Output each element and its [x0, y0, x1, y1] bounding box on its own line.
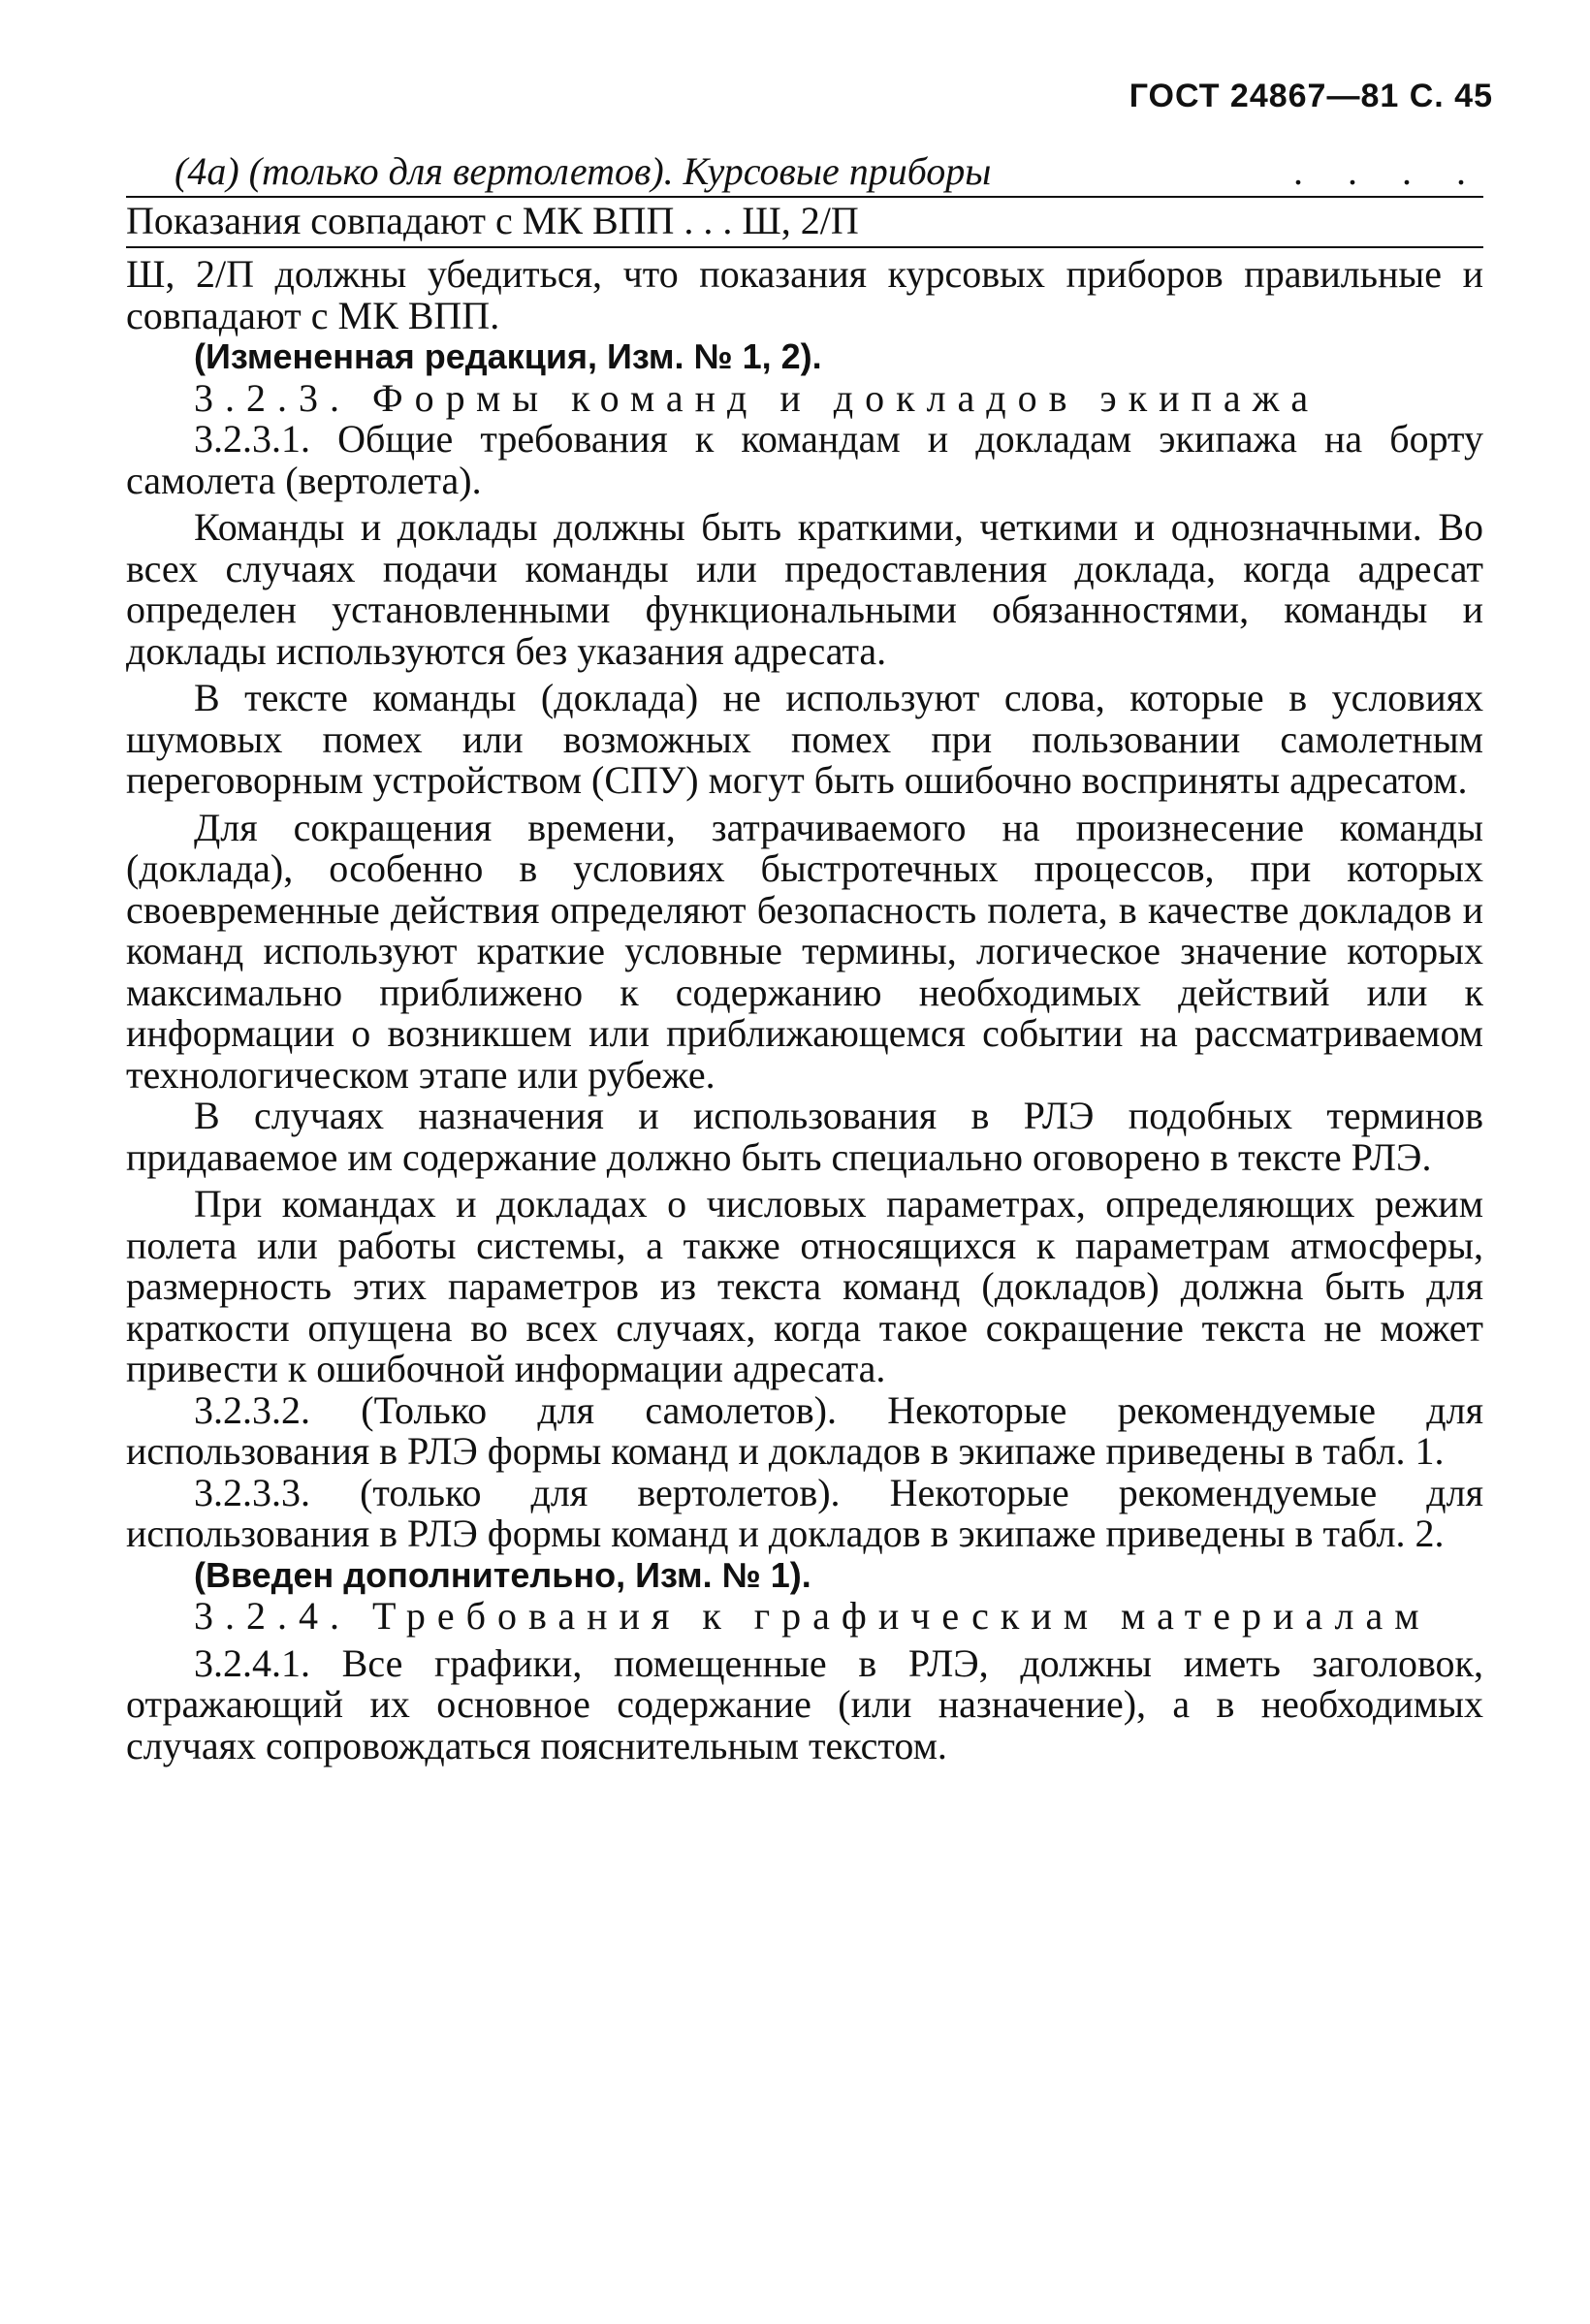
page-header: ГОСТ 24867—81 С. 45	[1129, 78, 1493, 114]
paragraph-numeric-parameters: При командах и докладах о числовых параметрах, определяющих режим полета или работы системы, а также относящихся к параметрам атмосферы, размерность этих параметров из текста команд (докладов) должна быть для краткости опущена во всех случаях, когда такое сокращение текста не может привести к ошибочной информации адресата.	[126, 1182, 1483, 1390]
paragraph-noise-words: В тексте команды (доклада) не используют слова, которые в условиях шумовых помех или возможных помех при пользовании самолетным переговорным устройством (СПУ) могут быть ошибочно восприняты адресатом.	[126, 676, 1483, 802]
paragraph-3-2-3-3: 3.2.3.3. (только для вертолетов). Некоторые рекомендуемые для использования в РЛЭ формы команд и докладов в экипаже приведены в табл. 2.	[126, 1470, 1483, 1555]
paragraph-check-course: Ш, 2/П должны убедиться, что показания курсовых приборов правильные и совпадают с МК ВПП.	[126, 252, 1483, 337]
body-text	[126, 254, 1483, 1767]
paragraph-commands-brief: Команды и доклады должны быть краткими, четкими и однозначными. Во всех случаях подачи команды или предоставления доклада, когда адресат определен установленными функциональными обязанностями, команды и доклады используются без указания адресата.	[126, 505, 1483, 673]
section-heading-3-2-4: 3.2.4. Требования к графическим материалам	[194, 1594, 1431, 1638]
table-row-course-instruments	[126, 147, 1483, 198]
course-row-dots: . . . .	[1293, 149, 1483, 193]
paragraph-3-2-4-1: 3.2.4.1. Все графики, помещенные в РЛЭ, должны иметь заголовок, отражающий их основное содержание (или назначение), а в необходимых случаях сопровождаться пояснительным текстом.	[126, 1640, 1483, 1767]
paragraph-3-2-3-1: 3.2.3.1. Общие требования к командам и докладам экипажа на борту самолета (вертолета).	[126, 417, 1483, 502]
section-heading-3-2-3: 3.2.3. Формы команд и докладов экипажа	[194, 375, 1320, 420]
note-amended-edition: (Измененная редакция, Изм. № 1, 2).	[194, 336, 822, 376]
note-introduced-additionally: (Введен дополнительно, Изм. № 1).	[194, 1554, 811, 1595]
course-row-text: (4а) (только для вертолетов). Курсовые приборы	[175, 149, 992, 193]
paragraph-term-definition: В случаях назначения и использования в РЛЭ подобных терминов придаваемое им содержание должно быть специально оговорено в тексте РЛЭ.	[126, 1094, 1483, 1179]
paragraph-3-2-3-2: 3.2.3.2. (Только для самолетов). Некоторые рекомендуемые для использования в РЛЭ формы команд и докладов в экипаже приведены в табл. 1.	[126, 1387, 1483, 1473]
table-row-readings-match: Показания совпадают с МК ВПП . . . Ш, 2/П	[126, 198, 1483, 248]
document-page	[126, 78, 1493, 1767]
paragraph-short-terms: Для сокращения времени, затрачиваемого на произнесение команды (доклада), особенно в условиях быстротечных процессов, при которых своевременные действия определяют безопасность полета, в качестве докладов и команд используют краткие условные термины, логическое значение которых максимально приближено к содержанию необходимых действий или к информации о возникшем или приближающемся событии на рассматриваемом технологическом этапе или рубеже.	[126, 805, 1483, 1097]
